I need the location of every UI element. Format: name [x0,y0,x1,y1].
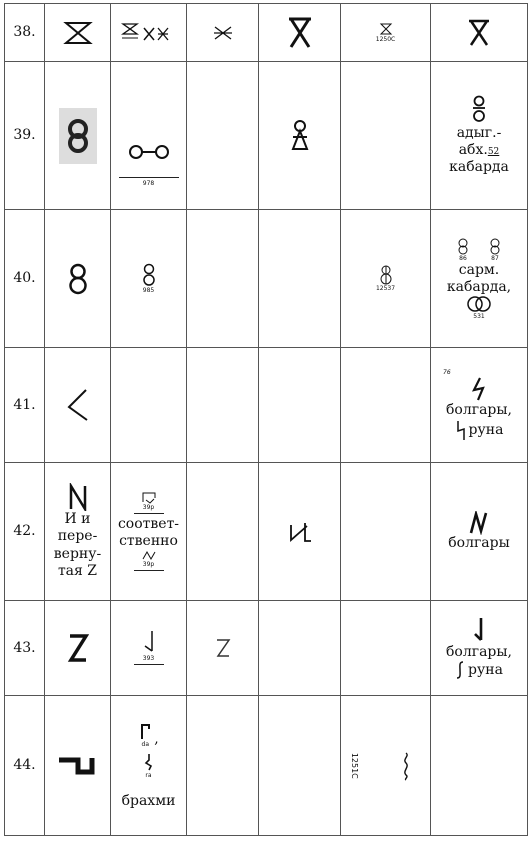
bulgar-n-cell [431,463,528,601]
empty-cell [187,696,259,836]
caption: руна [468,421,504,438]
caption: сарм. [458,261,500,278]
empty-cell [259,696,341,836]
letter-label: ra [145,772,152,780]
table-row-43 [5,601,528,696]
table-row-42 [5,463,528,601]
small-number: 531 [473,313,485,321]
bulgar-rune-cell [431,348,528,463]
knot-sign-icon [259,62,341,210]
table-row-38 [5,4,528,62]
split-eight-icon [379,265,393,285]
catalog-number: 39р [142,561,155,569]
row-number: 39. [5,62,45,210]
table-row-41 [5,348,528,463]
catalog-number: 1251С [349,752,359,779]
double-ring-photo-icon [45,62,111,210]
row-number: 44. [5,696,45,836]
integral-rune-icon [455,660,465,680]
brahmi-cell [111,696,187,836]
caption: болгары, [446,402,512,419]
hook-sign-icon [141,629,157,655]
hourglass-variants-icon [111,4,187,62]
empty-cell [259,601,341,696]
caption: кабарда, [446,278,512,295]
signs-table [4,3,528,836]
empty-cell [341,601,431,696]
caption: кабарда [449,158,509,175]
empty-cell [187,62,259,210]
correspondence-cell [111,463,187,601]
caption: абх. [458,142,488,159]
ring-sign-icon [456,237,470,255]
hourglass-bold-icon [259,4,341,62]
catalog-number: 1250С [375,35,396,43]
eight-sign-icon [45,210,111,348]
catalog-number: 12537 [375,284,396,292]
cross-x-sign-icon [187,4,259,62]
table-row-39 [5,62,528,210]
bracket-sign-icon [140,490,158,504]
empty-cell [431,696,528,836]
catalog-number: 393 [142,654,155,662]
wave-sign-icon [140,549,158,561]
catalog-number: 985 [142,286,155,294]
spectacles-sign-cell [111,62,187,210]
catalog-number: 39р [142,503,155,511]
row-number: 41. [5,348,45,463]
x-sign-icon [431,4,528,62]
sarm-kabarda-cell [431,210,528,348]
empty-cell [341,463,431,601]
linked-rings-icon [464,295,494,313]
table-row-44 [5,696,528,836]
hook-rune-icon [471,616,487,644]
caption: соответ-ственно [117,515,180,549]
ra-glyph-icon [143,752,155,772]
z-bold-sign-icon [45,601,111,696]
row-number: 38. [5,4,45,62]
small-number: 76 [443,369,451,376]
small-number: 52 [487,147,500,158]
reversed-n-sign-icon [259,463,341,601]
split-eight-cell [341,210,431,348]
caption: болгары [448,535,510,552]
z-thin-sign-icon [187,601,259,696]
empty-cell [341,348,431,463]
caption: болгары, [446,643,512,660]
table-row-40 [5,210,528,348]
caption: адыг.- [456,125,502,142]
adyg-abkh-cell [431,62,528,210]
hook-sign-cell [111,601,187,696]
hourglass-small-cell [341,4,431,62]
da-glyph-icon [138,721,152,741]
spectacles-sign-icon [126,143,172,161]
empty-cell [187,210,259,348]
empty-cell [187,463,259,601]
empty-cell [341,62,431,210]
catalog-number: 978 [142,180,155,188]
small-number: 86 [459,254,467,262]
comma: , [154,731,159,748]
empty-cell [259,210,341,348]
small-number: 87 [491,254,499,262]
n-sign-icon [67,483,89,511]
eight-small-cell [111,210,187,348]
rune-glyph-icon [455,419,467,441]
bulgar-rune-2-cell [431,601,528,696]
rotated-inscription-cell [341,696,431,836]
caption: брахми [121,793,176,810]
hourglass-sign-icon [45,4,111,62]
hourglass-small-icon [379,22,393,36]
row-number: 40. [5,210,45,348]
curl-sign-icon [400,751,412,781]
n-sign-cell [45,463,111,601]
empty-cell [111,348,187,463]
empty-cell [187,348,259,463]
ring-sign-icon [488,237,502,255]
italic-n-icon [467,511,491,535]
step-sign-icon [45,696,111,836]
zigzag-sign-icon [45,348,111,463]
row-number: 42. [5,463,45,601]
eight-small-icon [142,263,156,287]
caption: руна [468,661,503,678]
caption: И и пере-верну-тая Z [53,510,102,579]
ring-cross-icon [470,95,488,125]
lightning-rune-icon [470,376,488,402]
row-number: 43. [5,601,45,696]
empty-cell [259,348,341,463]
letter-label: da [141,740,150,748]
